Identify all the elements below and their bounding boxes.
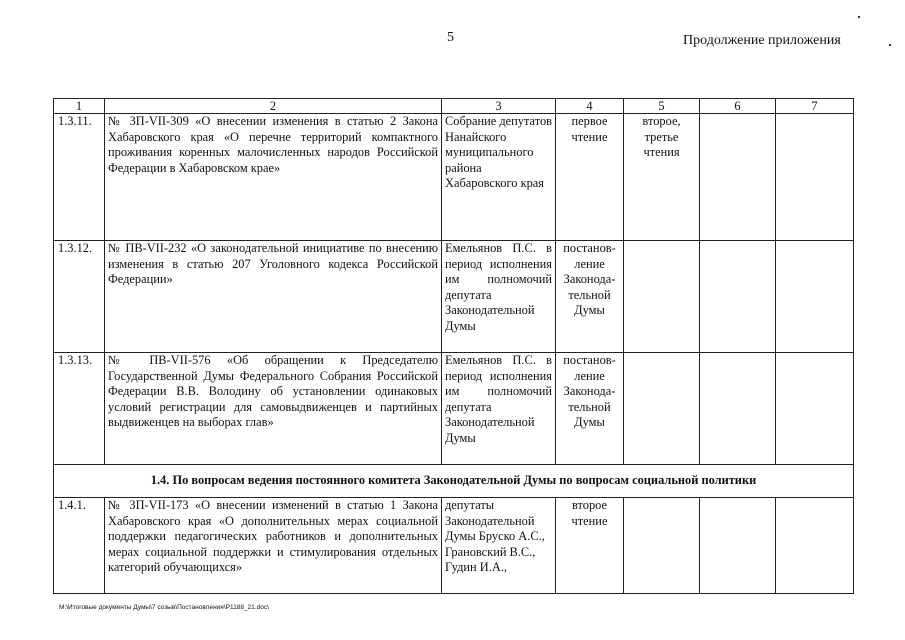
column-header: 5 (624, 99, 700, 114)
item-col7 (776, 241, 854, 353)
table-row (54, 114, 854, 241)
item-col7 (776, 114, 854, 241)
item-next-stage (624, 353, 700, 465)
item-author: Собрание депутатов Нанайского муниципального района Хабаровского края (442, 114, 556, 241)
agenda-table (53, 98, 854, 594)
item-col6 (700, 241, 776, 353)
item-number: 1.3.13. (54, 353, 105, 465)
section-row (54, 465, 854, 498)
page-number: 5 (447, 30, 454, 45)
item-author: депутаты Законодательной Думы Бруско А.С., Грановский В.С., Гудин И.А., (442, 498, 556, 594)
file-path-footer: M:\Итоговые документы Думы\7 созыв\Постановления\Р1188_21.doc\ (59, 604, 269, 611)
item-col6 (700, 353, 776, 465)
item-description: № ПВ-VII-576 «Об обращении к Председателю Государственной Думы Федерального Собрания Российской Федерации В.В. Володину об установлении одинаковых условий регистрации для самовыдвиженцев и партийных выдвиженцев на выборах глав» (105, 353, 442, 465)
item-col6 (700, 114, 776, 241)
item-author: Емельянов П.С. в период исполнения им полномочий депутата Законодательной Думы (442, 241, 556, 353)
scan-speck (889, 44, 891, 46)
column-header: 6 (700, 99, 776, 114)
item-number: 1.3.12. (54, 241, 105, 353)
item-col7 (776, 498, 854, 594)
continuation-label: Продолжение приложения (683, 33, 841, 48)
scan-speck (858, 16, 860, 18)
table-row (54, 241, 854, 353)
item-description: № ЗП-VII-173 «О внесении изменений в статью 1 Закона Хабаровского края «О дополнительных мерах социальной поддержки педагогических работников и дополнительных мерах социальной поддержки и стимулирования отдельных категорий обучающихся» (105, 498, 442, 594)
item-number: 1.4.1. (54, 498, 105, 594)
item-col7 (776, 353, 854, 465)
table-row (54, 498, 854, 594)
column-header: 7 (776, 99, 854, 114)
item-next-stage (624, 498, 700, 594)
item-col6 (700, 498, 776, 594)
item-stage: второе чтение (556, 498, 624, 594)
section-heading: 1.4. По вопросам ведения постоянного комитета Законодательной Думы по вопросам социальной политики (54, 465, 854, 498)
table-row (54, 353, 854, 465)
column-number-row (54, 99, 854, 114)
item-description: № ПВ-VII-232 «О законодательной инициативе по внесению изменения в статью 207 Уголовного кодекса Российской Федерации» (105, 241, 442, 353)
item-stage: первое чтение (556, 114, 624, 241)
item-number: 1.3.11. (54, 114, 105, 241)
column-header: 3 (442, 99, 556, 114)
item-description: № ЗП-VII-309 «О внесении изменения в статью 2 Закона Хабаровского края «О перечне территорий компактного проживания коренных малочисленных народов Российской Федерации в Хабаровском крае» (105, 114, 442, 241)
item-stage: постанов-ление Законода-тельной Думы (556, 241, 624, 353)
column-header: 4 (556, 99, 624, 114)
item-next-stage: второе, третье чтения (624, 114, 700, 241)
column-header: 2 (105, 99, 442, 114)
item-stage: постанов-ление Законода-тельной Думы (556, 353, 624, 465)
item-author: Емельянов П.С. в период исполнения им полномочий депутата Законодательной Думы (442, 353, 556, 465)
item-next-stage (624, 241, 700, 353)
column-header: 1 (54, 99, 105, 114)
